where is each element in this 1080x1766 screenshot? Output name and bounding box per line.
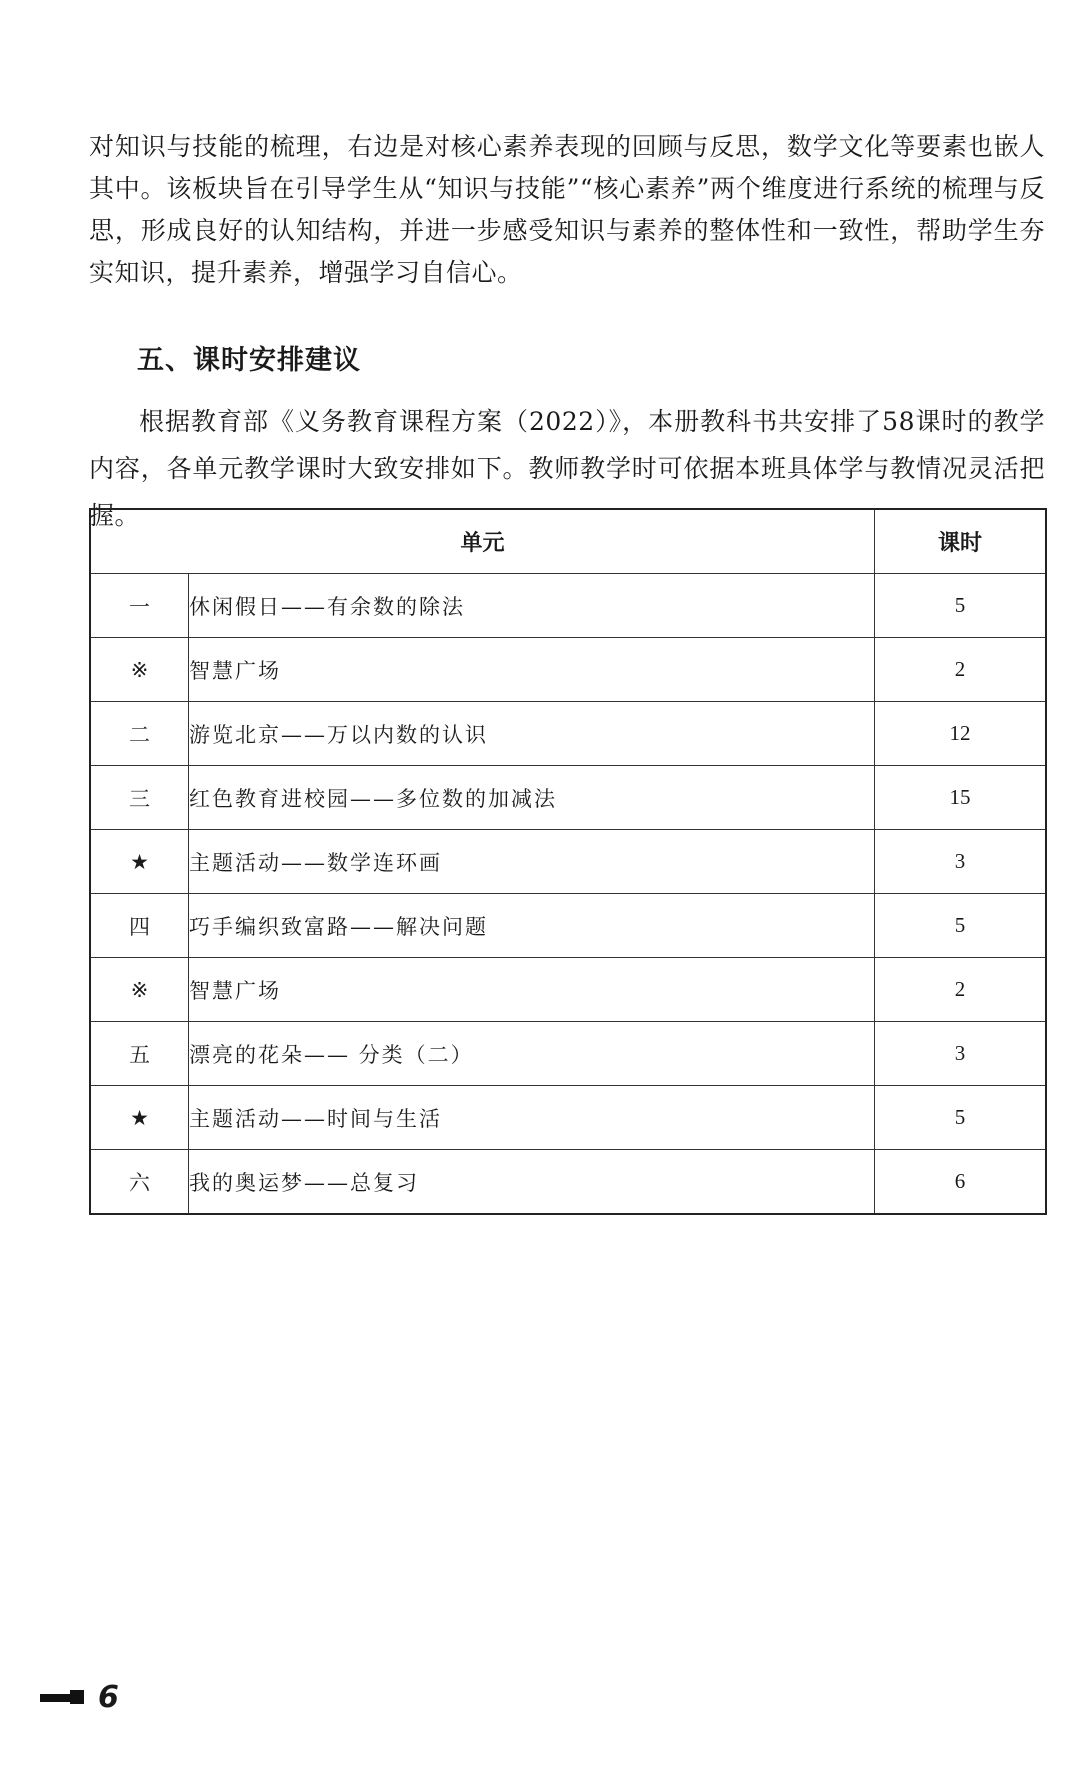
unit-hours: 3 (875, 830, 1047, 894)
unit-title: 智慧广场 (189, 958, 875, 1022)
unit-hours: 15 (875, 766, 1047, 830)
page-marker-icon (40, 1694, 78, 1702)
unit-hours: 6 (875, 1150, 1047, 1215)
table-row (90, 958, 1046, 1022)
unit-title: 游览北京——万以内数的认识 (189, 702, 875, 766)
table-row (90, 766, 1046, 830)
table-row (90, 1086, 1046, 1150)
unit-mark: 三 (90, 766, 189, 830)
header-hours: 课时 (875, 509, 1047, 574)
page-footer (40, 1680, 119, 1715)
schedule-table (89, 508, 1047, 1215)
unit-mark: ※ (90, 958, 189, 1022)
unit-title: 红色教育进校园——多位数的加减法 (189, 766, 875, 830)
table-row (90, 574, 1046, 638)
table-header-row (90, 509, 1046, 574)
unit-title: 巧手编织致富路——解决问题 (189, 894, 875, 958)
unit-mark: 六 (90, 1150, 189, 1215)
table-row (90, 830, 1046, 894)
schedule-paragraph: 根据教育部《义务教育课程方案（2022）》，本册教科书共安排了58课时的教学内容，各单元教学课时大致安排如下。教师教学时可依据本班具体学与教情况灵活把握。 (89, 407, 1045, 530)
unit-title: 主题活动——时间与生活 (189, 1086, 875, 1150)
unit-title: 漂亮的花朵—— 分类（二） (189, 1022, 875, 1086)
table-row (90, 1150, 1046, 1215)
unit-hours: 2 (875, 958, 1047, 1022)
unit-hours: 2 (875, 638, 1047, 702)
unit-mark: ★ (90, 1086, 189, 1150)
table-row (90, 638, 1046, 702)
section-heading: 五、课时安排建议 (137, 345, 361, 376)
intro-paragraph: 对知识与技能的梳理，右边是对核心素养表现的回顾与反思，数学文化等要素也嵌人其中。该板块旨在引导学生从“知识与技能”“核心素养”两个维度进行系统的梳理与反思，形成良好的认知结构，并进一步感受知识与素养的整体性和一致性，帮助学生夯实知识，提升素养，增强学习自信心。 (89, 132, 1045, 287)
unit-hours: 12 (875, 702, 1047, 766)
unit-hours: 5 (875, 1086, 1047, 1150)
table-row (90, 1022, 1046, 1086)
page-number: 6 (98, 1680, 119, 1715)
unit-hours: 5 (875, 574, 1047, 638)
unit-hours: 3 (875, 1022, 1047, 1086)
unit-mark: 一 (90, 574, 189, 638)
table-row (90, 894, 1046, 958)
unit-mark: 五 (90, 1022, 189, 1086)
table-row (90, 702, 1046, 766)
unit-mark: 四 (90, 894, 189, 958)
header-unit: 单元 (90, 509, 875, 574)
unit-mark: 二 (90, 702, 189, 766)
unit-hours: 5 (875, 894, 1047, 958)
unit-title: 休闲假日——有余数的除法 (189, 574, 875, 638)
unit-title: 主题活动——数学连环画 (189, 830, 875, 894)
unit-mark: ※ (90, 638, 189, 702)
unit-mark: ★ (90, 830, 189, 894)
unit-title: 智慧广场 (189, 638, 875, 702)
unit-title: 我的奥运梦——总复习 (189, 1150, 875, 1215)
